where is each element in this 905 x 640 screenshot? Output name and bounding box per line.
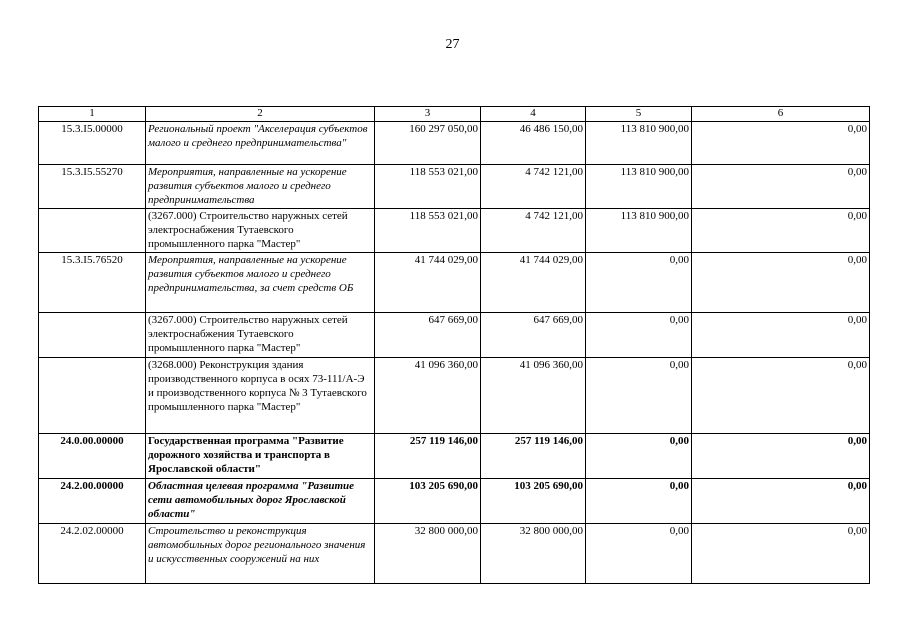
row-value-col3: 103 205 690,00 — [375, 479, 481, 524]
row-value-col5: 0,00 — [586, 479, 692, 524]
row-value-col3: 32 800 000,00 — [375, 524, 481, 584]
row-value-col5: 0,00 — [586, 524, 692, 584]
row-name: Областная целевая программа "Развитие сети автомобильных дорог Ярославской области" — [146, 479, 375, 524]
row-code — [39, 209, 146, 253]
row-name: (3267.000) Строительство наружных сетей электроснабжения Тутаевского промышленного парка "Мастер" — [146, 209, 375, 253]
row-value-col4: 4 742 121,00 — [481, 209, 586, 253]
row-value-col3: 160 297 050,00 — [375, 122, 481, 165]
row-value-col3: 118 553 021,00 — [375, 209, 481, 253]
row-value-col4: 647 669,00 — [481, 313, 586, 358]
row-value-col5: 0,00 — [586, 358, 692, 434]
row-value-col5: 113 810 900,00 — [586, 209, 692, 253]
row-value-col4: 257 119 146,00 — [481, 434, 586, 479]
header-col-5: 5 — [586, 107, 692, 122]
row-value-col3: 647 669,00 — [375, 313, 481, 358]
header-row — [39, 107, 870, 122]
row-value-col6: 0,00 — [692, 165, 870, 209]
row-value-col5: 113 810 900,00 — [586, 122, 692, 165]
budget-table — [38, 106, 870, 584]
row-name: Региональный проект "Акселерация субъектов малого и среднего предпринимательства" — [146, 122, 375, 165]
row-code: 24.2.00.00000 — [39, 479, 146, 524]
row-value-col5: 0,00 — [586, 253, 692, 313]
row-value-col6: 0,00 — [692, 524, 870, 584]
row-name: Строительство и реконструкция автомобильных дорог регионального значения и искусственных сооружений на них — [146, 524, 375, 584]
table-row — [39, 358, 870, 434]
row-code: 15.3.I5.00000 — [39, 122, 146, 165]
row-value-col3: 257 119 146,00 — [375, 434, 481, 479]
row-value-col6: 0,00 — [692, 209, 870, 253]
row-code: 24.2.02.00000 — [39, 524, 146, 584]
row-value-col5: 113 810 900,00 — [586, 165, 692, 209]
table-body — [39, 122, 870, 584]
row-value-col6: 0,00 — [692, 434, 870, 479]
table-row — [39, 434, 870, 479]
header-col-1: 1 — [39, 107, 146, 122]
row-value-col4: 46 486 150,00 — [481, 122, 586, 165]
row-value-col4: 41 744 029,00 — [481, 253, 586, 313]
table-row — [39, 165, 870, 209]
row-name: Мероприятия, направленные на ускорение развития субъектов малого и среднего предпринимательства — [146, 165, 375, 209]
row-value-col3: 41 096 360,00 — [375, 358, 481, 434]
table-row — [39, 209, 870, 253]
header-col-6: 6 — [692, 107, 870, 122]
row-value-col4: 4 742 121,00 — [481, 165, 586, 209]
row-value-col4: 32 800 000,00 — [481, 524, 586, 584]
table-row — [39, 122, 870, 165]
row-value-col6: 0,00 — [692, 253, 870, 313]
row-code — [39, 313, 146, 358]
row-name: (3267.000) Строительство наружных сетей электроснабжения Тутаевского промышленного парка "Мастер" — [146, 313, 375, 358]
table-row — [39, 313, 870, 358]
row-value-col4: 103 205 690,00 — [481, 479, 586, 524]
table-row — [39, 253, 870, 313]
row-name: (3268.000) Реконструкция здания производственного корпуса в осях 73-111/А-Э и производственного корпуса № 3 Тутаевского промышленного парка "Мастер" — [146, 358, 375, 434]
table-row — [39, 524, 870, 584]
row-code: 24.0.00.00000 — [39, 434, 146, 479]
row-name: Государственная программа "Развитие дорожного хозяйства и транспорта в Ярославской области" — [146, 434, 375, 479]
row-code: 15.3.I5.55270 — [39, 165, 146, 209]
row-value-col3: 41 744 029,00 — [375, 253, 481, 313]
row-value-col6: 0,00 — [692, 479, 870, 524]
row-value-col3: 118 553 021,00 — [375, 165, 481, 209]
row-value-col4: 41 096 360,00 — [481, 358, 586, 434]
row-code: 15.3.I5.76520 — [39, 253, 146, 313]
page-number: 27 — [445, 37, 460, 52]
table-row — [39, 479, 870, 524]
row-value-col6: 0,00 — [692, 122, 870, 165]
row-value-col6: 0,00 — [692, 358, 870, 434]
row-code — [39, 358, 146, 434]
row-value-col6: 0,00 — [692, 313, 870, 358]
header-col-2: 2 — [146, 107, 375, 122]
header-col-4: 4 — [481, 107, 586, 122]
row-name: Мероприятия, направленные на ускорение развития субъектов малого и среднего предпринимательства, за счет средств ОБ — [146, 253, 375, 313]
row-value-col5: 0,00 — [586, 434, 692, 479]
row-value-col5: 0,00 — [586, 313, 692, 358]
header-col-3: 3 — [375, 107, 481, 122]
